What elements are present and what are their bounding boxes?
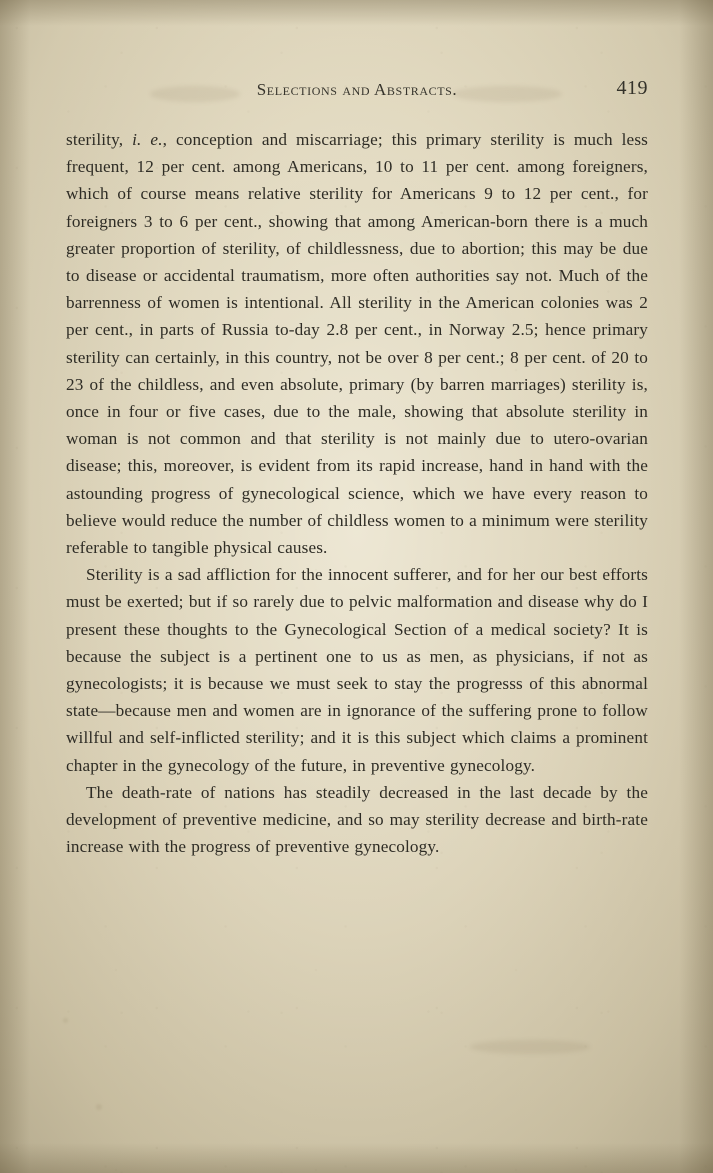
page-number: 419 xyxy=(616,77,648,99)
paragraph-3: The death-rate of nations has steadily decreased in the last decade by the development of preventive medicine, and so may sterility decrease and birth-rate increase with the progress of preventive gynecology. xyxy=(66,782,648,857)
page-header xyxy=(66,77,648,104)
paragraph-2: Sterility is a sad affliction for the innocent sufferer, and for her our best efforts must be exerted; but if so rarely due to pelvic malformation and disease why do I present these thoughts to the Gynecological Section of a medical society? It is because the subject is a pertinent one to us as men, as physicians, if not as gynecologists; it is because we must seek to stay the progresss of this abnormal state—because men and women are in ignorance of the suffering prone to follow willful and self-inflicted sterility; and it is this subject which claims a prominent chapter in the gynecology of the future, in preventive gynecology. xyxy=(66,565,648,775)
paragraph-1: sterility, i. e., conception and miscarriage; this primary sterility is much less frequent, 12 per cent. among Americans, 10 to 11 per cent. among foreigners, which of course means relative sterility for Americans 9 to 12 per cent., for foreigners 3 to 6 per cent., showing that among American-born there is a much greater proportion of sterility, of childlessness, due to abortion; this may be due to disease or accidental traumatism, more often authorities say not. Much of the barrenness of women is intentional. All sterility in the American colonies was 2 per cent., in parts of Russia to-day 2.8 per cent., in Norway 2.5; hence primary sterility can certainly, in this country, not be over 8 per cent.; 8 per cent. of 20 to 23 of the childless, and even absolute, primary (by barren marriages) sterility is, once in four or five cases, due to the male, showing that absolute sterility in woman is not common and that sterility is not mainly due to utero-ovarian disease; this, moreover, is evident from its rapid increase, hand in hand with the astounding progress of gynecological science, which we have every reason to believe would reduce the number of childless women to a minimum were sterility referable to tangible physical causes. xyxy=(66,130,648,558)
running-head: Selections and Abstracts. xyxy=(256,80,458,99)
body-text xyxy=(66,126,648,860)
